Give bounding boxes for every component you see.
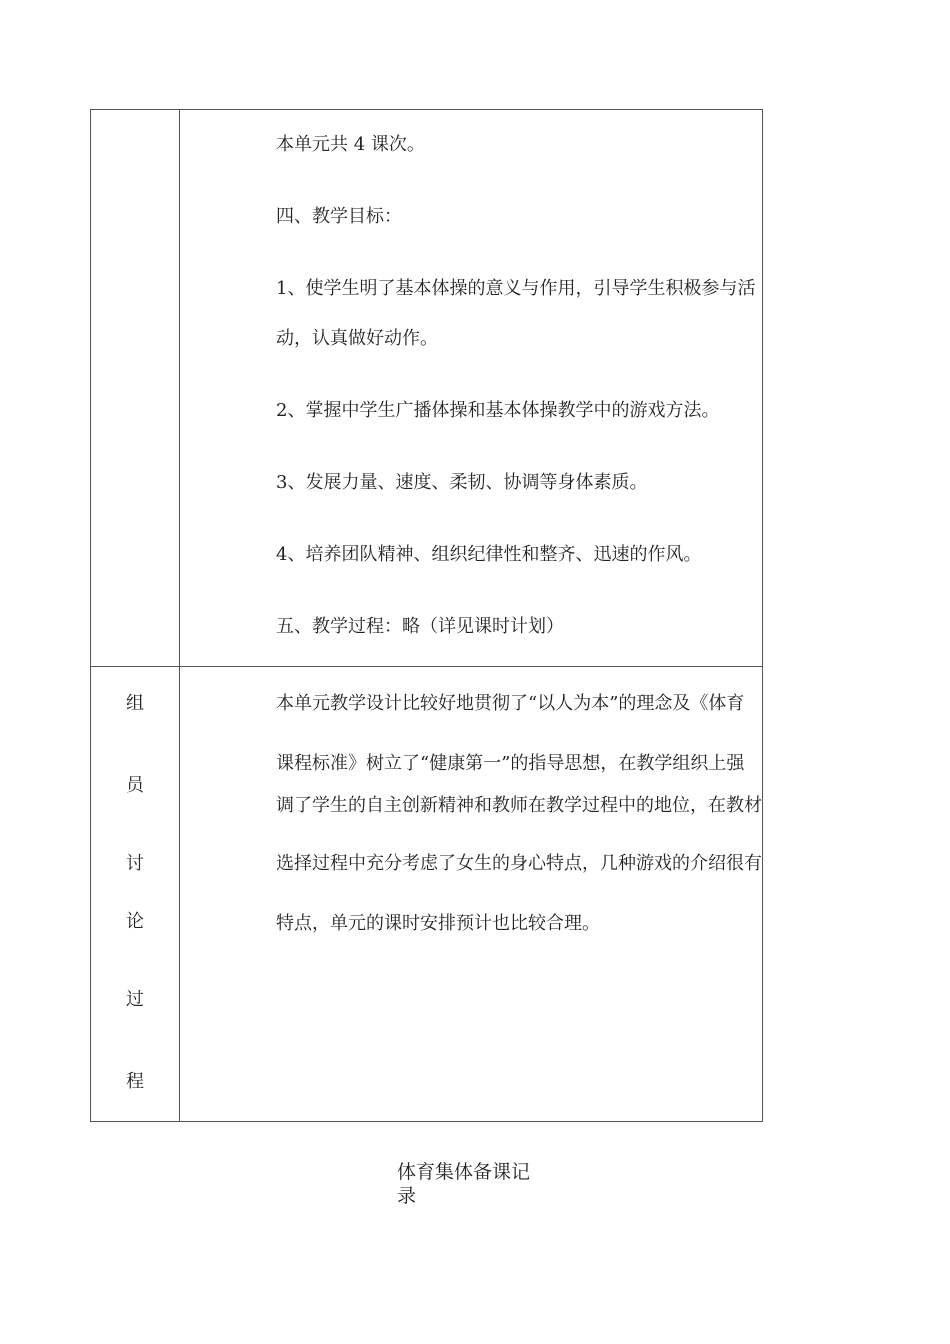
discussion-content-cell — [180, 667, 762, 1121]
discussion-text-line: 特点，单元的课时安排预计也比较合理。 — [276, 913, 600, 934]
teaching-content-row — [91, 110, 762, 666]
footer-title-line-1: 体育集体备课记 — [397, 1161, 531, 1183]
goal-1-line-2: 动，认真做好动作。 — [276, 328, 438, 349]
goal-4-text: 4、培养团队精神、组织纪律性和整齐、迅速的作风。 — [276, 544, 702, 565]
discussion-label-cell — [91, 667, 180, 1121]
teaching-content-cell — [180, 110, 762, 666]
discussion-label-char: 程 — [126, 1071, 144, 1092]
discussion-text-line: 课程标准》树立了“健康第一”的指导思想，在教学组织上强 — [276, 753, 745, 774]
discussion-text-line: 本单元教学设计比较好地贯彻了“以人为本”的理念及《体育 — [276, 693, 745, 714]
discussion-label-char: 组 — [126, 693, 144, 714]
teaching-content-label-cell — [91, 110, 180, 666]
goal-3-text: 3、发展力量、速度、柔韧、协调等身体素质。 — [276, 472, 648, 493]
goal-2-text: 2、掌握中学生广播体操和基本体操教学中的游戏方法。 — [276, 400, 720, 421]
footer-title — [397, 1160, 547, 1208]
footer-title-line-2: 录 — [397, 1185, 417, 1207]
teaching-process-heading: 五、教学过程：略（详见课时计划） — [276, 616, 564, 637]
discussion-label-char: 讨 — [126, 853, 144, 874]
goal-1-line-1: 1、使学生明了基本体操的意义与作用，引导学生积极参与活 — [276, 278, 756, 299]
discussion-label-char: 论 — [126, 911, 144, 932]
discussion-text-line: 调了学生的自主创新精神和教师在教学过程中的地位，在教材 — [276, 795, 762, 816]
lesson-count-text: 本单元共 4 课次。 — [276, 134, 425, 155]
teaching-goals-heading: 四、教学目标： — [276, 206, 402, 227]
discussion-label-char: 员 — [126, 775, 144, 796]
discussion-text-line: 选择过程中充分考虑了女生的身心特点，几种游戏的介绍很有 — [276, 853, 762, 874]
discussion-row — [91, 666, 762, 1121]
lesson-plan-table — [90, 109, 763, 1122]
discussion-label-char: 过 — [126, 989, 144, 1010]
